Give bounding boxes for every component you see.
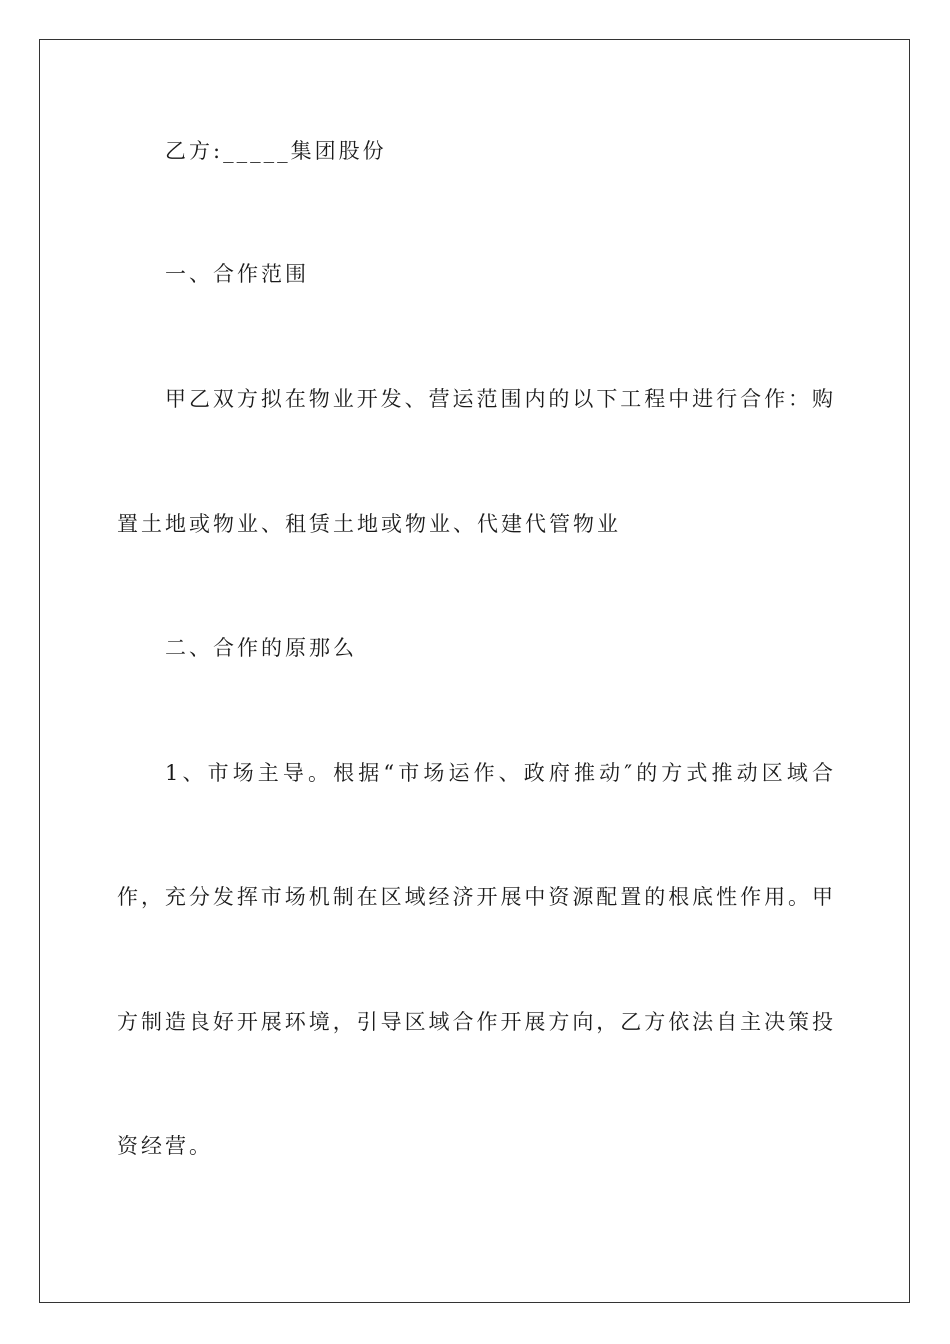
paragraph-line: 置土地或物业、租赁土地或物业、代建代管物业 bbox=[117, 512, 621, 536]
section-heading-scope: 一、合作范围 bbox=[165, 262, 309, 286]
section-heading-principles: 二、合作的原那么 bbox=[165, 636, 357, 660]
party-b-line: 乙方:_____集团股份 bbox=[165, 139, 387, 163]
paragraph-line: 资经营。 bbox=[117, 1134, 213, 1158]
page-border bbox=[39, 39, 910, 1303]
paragraph-line: 作，充分发挥市场机制在区域经济开展中资源配置的根底性作用。甲 bbox=[117, 885, 833, 909]
paragraph-line: 甲乙双方拟在物业开发、营运范围内的以下工程中进行合作：购 bbox=[165, 387, 833, 411]
paragraph-line: 方制造良好开展环境，引导区域合作开展方向，乙方依法自主决策投 bbox=[117, 1010, 833, 1034]
paragraph-line: 1、市场主导。根据“市场运作、政府推动″的方式推动区域合 bbox=[165, 761, 833, 785]
